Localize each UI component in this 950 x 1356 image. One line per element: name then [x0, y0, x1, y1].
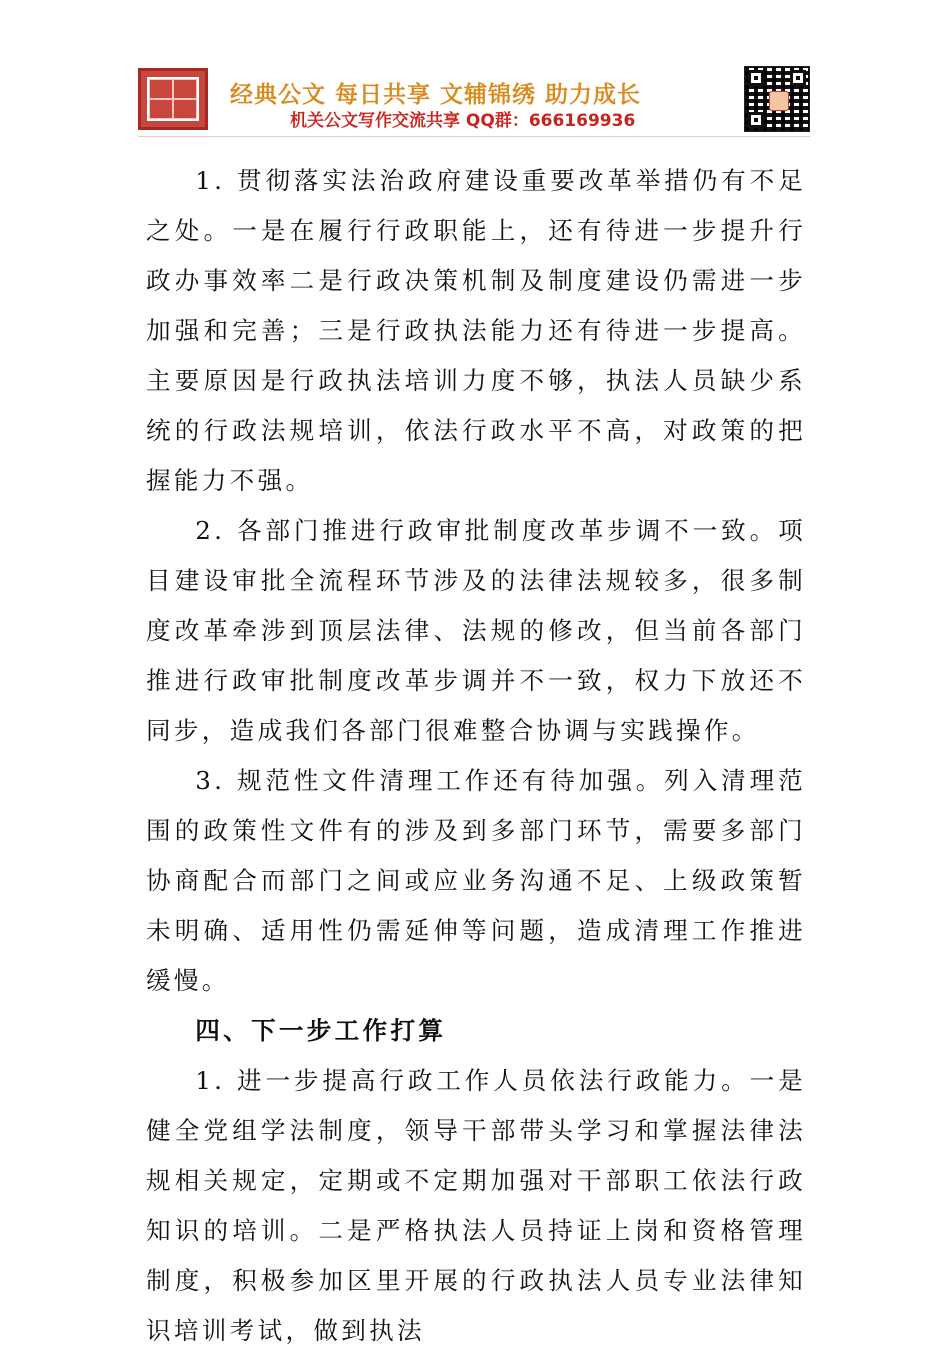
- paragraph-issue-2: 2. 各部门推进行政审批制度改革步调不一致。项目建设审批全流程环节涉及的法律法规较多，很多制度改革牵涉到顶层法律、法规的修改，但当前各部门推进行政审批制度改革步调并不一致，权力下放还不同步，造成我们各部门很难整合协调与实践操作。: [146, 516, 806, 745]
- document-body: [146, 156, 806, 1356]
- header-qq-group: 机关公文写作交流共享 QQ群：666169936: [290, 111, 636, 131]
- page-header: [138, 60, 810, 138]
- avatar-icon: [769, 91, 789, 111]
- section-heading-next-steps: 四、下一步工作打算: [195, 1016, 447, 1045]
- paragraph-plan-1: 1. 进一步提高行政工作人员依法行政能力。一是健全党组学法制度，领导干部带头学习和掌握法律法规相关规定，定期或不定期加强对干部职工依法行政知识的培训。二是严格执法人员持证上岗和资格管理制度，积极参加区里开展的行政执法人员专业法律知识培训考试，做到执法: [146, 1066, 806, 1345]
- paragraph-issue-3: 3. 规范性文件清理工作还有待加强。列入清理范围的政策性文件有的涉及到多部门环节，需要多部门协商配合而部门之间或应业务沟通不足、上级政策暂未明确、适用性仍需延伸等问题，造成清理工作推进缓慢。: [146, 766, 806, 995]
- paragraph-issue-1: 1. 贯彻落实法治政府建设重要改革举措仍有不足之处。一是在履行行政职能上，还有待进一步提升行政办事效率二是行政决策机制及制度建设仍需进一步加强和完善；三是行政执法能力还有待进一步提高。主要原因是行政执法培训力度不够，执法人员缺少系统的行政法规培训，依法行政水平不高，对政策的把握能力不强。: [146, 166, 806, 495]
- brand-seal-logo: [138, 68, 208, 130]
- qr-code-icon: [744, 66, 810, 132]
- header-divider: [138, 136, 810, 137]
- header-slogan: 经典公文 每日共享 文辅锦绣 助力成长: [230, 82, 642, 108]
